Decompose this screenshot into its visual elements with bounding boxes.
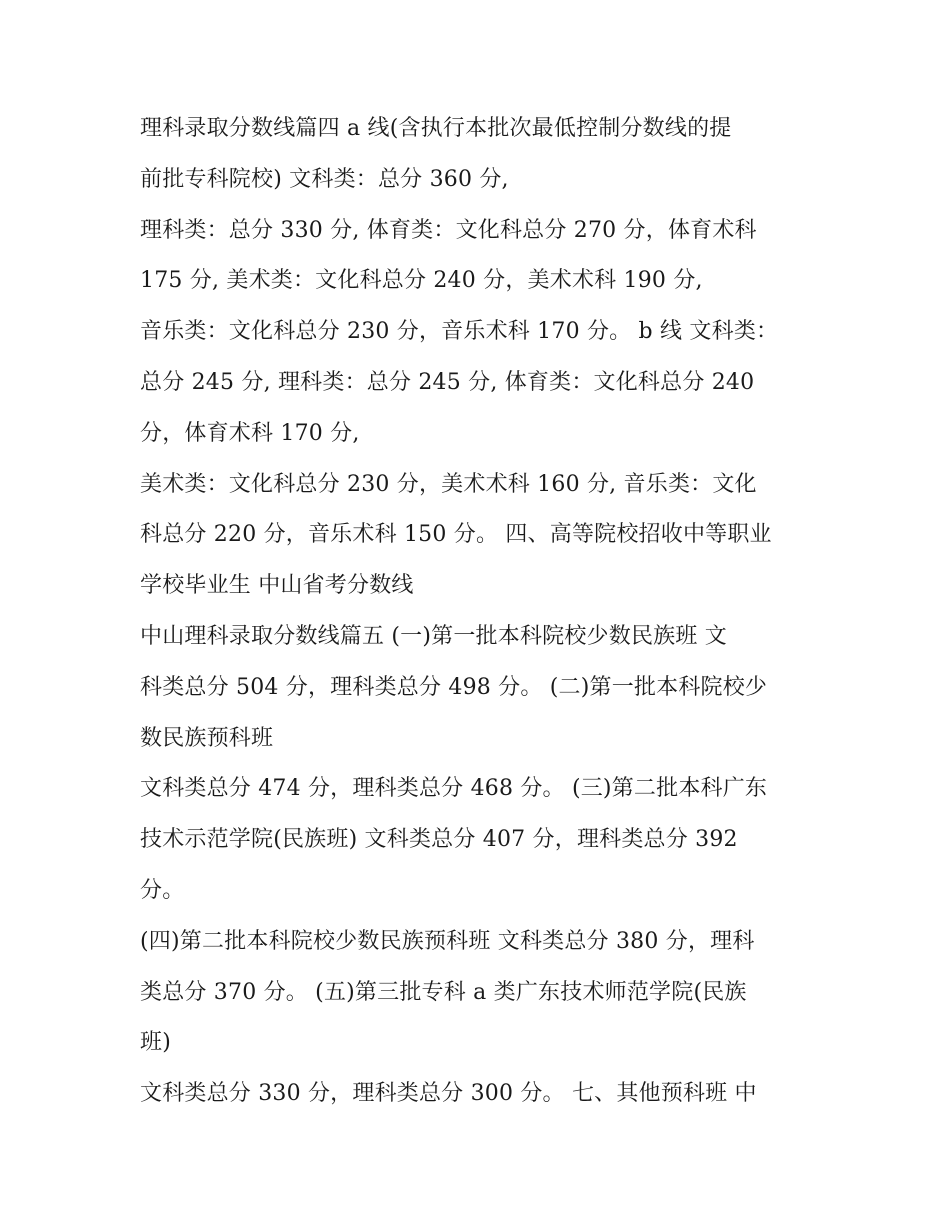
- text-line: 前批专科院校) 文科类：总分 360 分,: [140, 166, 509, 192]
- text-line: 总分 245 分, 理科类：总分 245 分, 体育类：文化科总分 240: [140, 369, 755, 395]
- text-line: 文科类总分 330 分，理科类总分 300 分。 七、其他预科班 中: [140, 1081, 757, 1107]
- body-text: [140, 104, 820, 1120]
- text-line: (四)第二批本科院校少数民族预科班 文科类总分 380 分，理科: [140, 928, 755, 954]
- text-line: 科总分 220 分，音乐术科 150 分。 四、高等院校招收中等职业: [140, 522, 772, 548]
- text-line: 理科类：总分 330 分, 体育类：文化科总分 270 分，体育术科: [140, 217, 757, 243]
- text-line: 美术类：文化科总分 230 分，美术术科 160 分, 音乐类：文化: [140, 471, 757, 497]
- text-line: 分。: [140, 877, 185, 903]
- text-line: 技术示范学院(民族班) 文科类总分 407 分，理科类总分 392: [140, 827, 738, 853]
- text-line: 理科录取分数线篇四 a 线(含执行本批次最低控制分数线的提: [140, 116, 732, 141]
- text-line: 数民族预科班: [140, 725, 274, 751]
- text-line: 175 分, 美术类：文化科总分 240 分，美术术科 190 分,: [140, 268, 703, 294]
- text-line: 学校毕业生 中山省考分数线: [140, 573, 414, 599]
- text-line: 科类总分 504 分，理科类总分 498 分。 (二)第一批本科院校少: [140, 674, 768, 700]
- text-line: 文科类总分 474 分，理科类总分 468 分。 (三)第二批本科广东: [140, 776, 768, 802]
- text-line: 中山理科录取分数线篇五 (一)第一批本科院校少数民族班 文: [140, 623, 727, 649]
- text-line: 音乐类：文化科总分 230 分，音乐术科 170 分。 b 线 文科类：: [140, 319, 779, 345]
- text-line: 班): [140, 1030, 171, 1056]
- text-line: 分，体育术科 170 分,: [140, 420, 360, 446]
- text-line: 类总分 370 分。 (五)第三批专科 a 类广东技术师范学院(民族: [140, 979, 747, 1005]
